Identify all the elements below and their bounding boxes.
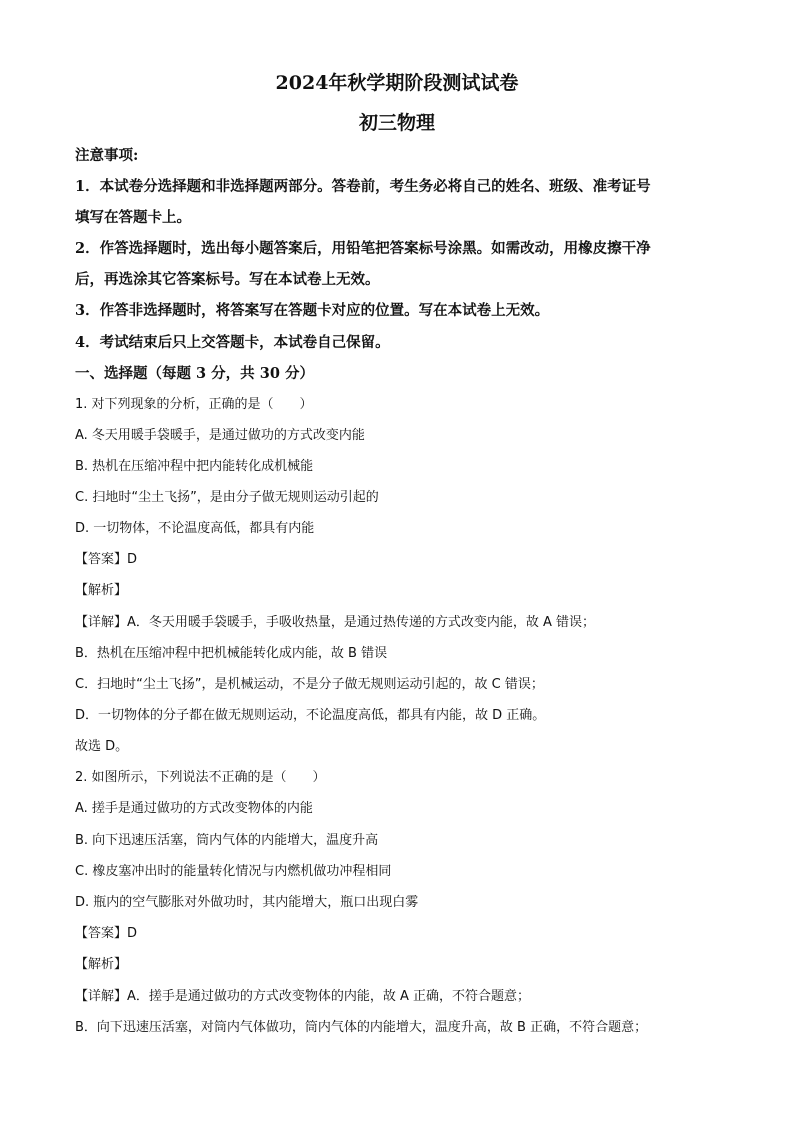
answer-label: 【答案】D bbox=[75, 552, 138, 567]
analysis-label: 【解析】 bbox=[75, 583, 128, 598]
notice-item: 后，再选涂其它答案标号。写在本试卷上无效。 bbox=[75, 271, 380, 288]
notice-item: 1．本试卷分选择题和非选择题两部分。答卷前，考生务必将自己的姓名、班级、准考证号 bbox=[75, 178, 651, 195]
question-stem: 2. 如图所示，下列说法不正确的是（ ） bbox=[75, 770, 326, 785]
notice-item: 2．作答选择题时，选出每小题答案后，用铅笔把答案标号涂黑。如需改动，用橡皮擦干净 bbox=[75, 240, 651, 257]
notice-item: 填写在答题卡上。 bbox=[75, 209, 191, 226]
detail-line: 【详解】A．冬天用暖手袋暖手，手吸收热量，是通过热传递的方式改变内能，故 A 错误； bbox=[75, 615, 596, 630]
section-title: 一、选择题（每题 3 分，共 30 分） bbox=[75, 365, 314, 382]
question-option: D. 一切物体，不论温度高低，都具有内能 bbox=[75, 521, 315, 536]
question-option: C. 扫地时“尘土飞扬”，是由分子做无规则运动引起的 bbox=[75, 490, 379, 505]
question-stem: 1. 对下列现象的分析，正确的是（ ） bbox=[75, 397, 313, 412]
detail-line: B．热机在压缩冲程中把机械能转化成内能，故 B 错误 bbox=[75, 646, 388, 661]
analysis-label: 【解析】 bbox=[75, 957, 128, 972]
detail-line: D．一切物体的分子都在做无规则运动，不论温度高低，都具有内能，故 D 正确。 bbox=[75, 708, 546, 723]
question-option: C. 橡皮塞冲出时的能量转化情况与内燃机做功冲程相同 bbox=[75, 864, 392, 879]
detail-line: C．扫地时“尘土飞扬”，是机械运动，不是分子做无规则运动引起的，故 C 错误； bbox=[75, 677, 544, 692]
question-option: B. 热机在压缩冲程中把内能转化成机械能 bbox=[75, 459, 314, 474]
answer-label: 【答案】D bbox=[75, 926, 138, 941]
notice-heading: 注意事项: bbox=[75, 147, 139, 164]
notice-item: 4．考试结束后只上交答题卡，本试卷自己保留。 bbox=[75, 334, 390, 351]
detail-line: 故选 D。 bbox=[75, 739, 129, 754]
question-option: A. 冬天用暖手袋暖手，是通过做功的方式改变内能 bbox=[75, 428, 365, 443]
question-option: B. 向下迅速压活塞，筒内气体的内能增大，温度升高 bbox=[75, 833, 379, 848]
exam-title: 2024年秋学期阶段测试试卷 bbox=[275, 72, 519, 94]
detail-line: B．向下迅速压活塞，对筒内气体做功，筒内气体的内能增大，温度升高，故 B 正确，不符合题意； bbox=[75, 1020, 648, 1035]
notice-item: 3．作答非选择题时，将答案写在答题卡对应的位置。写在本试卷上无效。 bbox=[75, 302, 550, 319]
detail-line: 【详解】A．搓手是通过做功的方式改变物体的内能，故 A 正确，不符合题意； bbox=[75, 989, 531, 1004]
question-option: A. 搓手是通过做功的方式改变物体的内能 bbox=[75, 801, 313, 816]
exam-subject: 初三物理 bbox=[358, 112, 435, 134]
question-option: D. 瓶内的空气膨胀对外做功时，其内能增大，瓶口出现白雾 bbox=[75, 895, 419, 910]
